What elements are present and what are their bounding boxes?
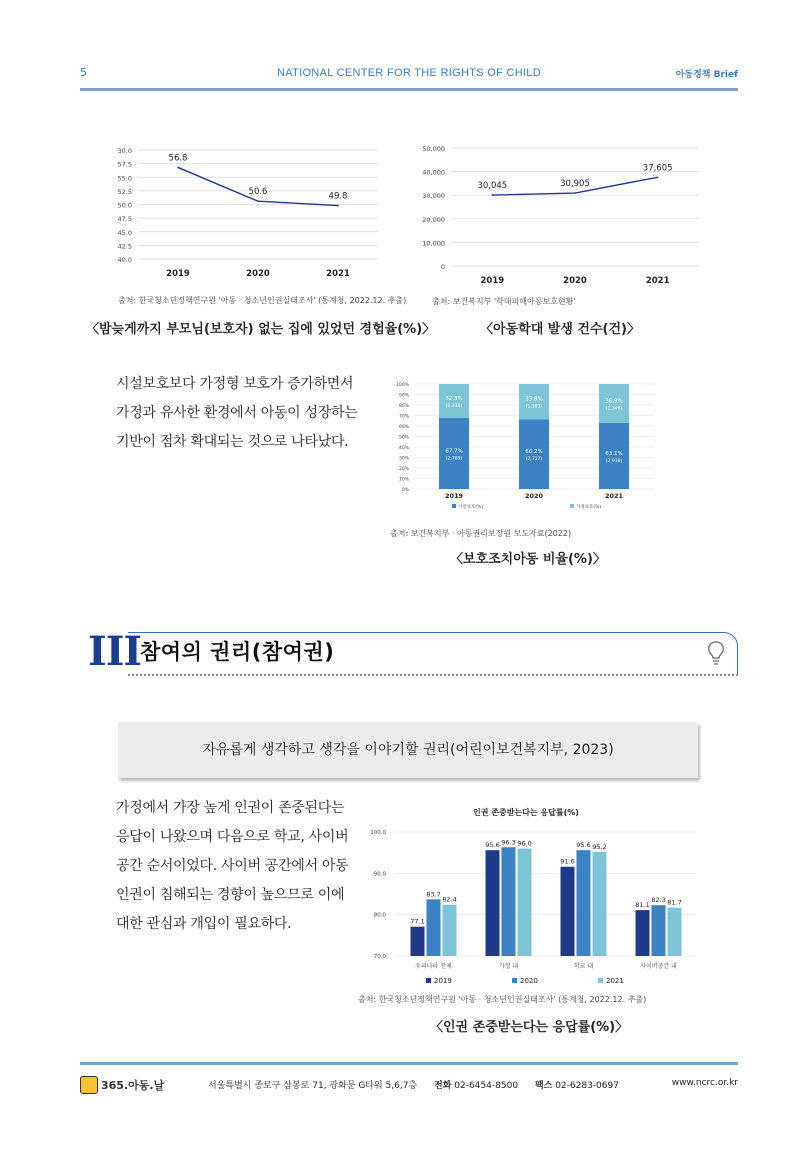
segment-label: 63.1% [605,450,623,457]
y-tick-label: 100.0 [370,830,386,836]
legend-swatch [426,978,431,983]
y-tick-label: 70% [398,414,409,420]
data-point [257,200,259,202]
legend-label: 2021 [606,977,624,985]
logo [80,1074,164,1096]
paragraph-line: 인권이 침해되는 경향이 높으므로 이에 [116,887,345,903]
legend-label: 시설보호(%) [458,505,484,510]
segment-sublabel: (2,938) [605,458,623,464]
data-point [492,194,494,196]
segment-sublabel: (2,727) [525,457,543,463]
paragraph-line: 시설보호보다 가정형 보호가 증가하면서 [116,376,354,392]
y-tick-label: 30% [398,456,409,462]
chart-child-abuse [415,140,715,290]
x-tick-label: 가정 내 [498,963,519,970]
y-tick-label: 50,000 [422,145,445,153]
y-tick-label: 57.5 [117,160,132,169]
phone-label: 전화 [434,1081,452,1091]
y-tick-label: 40,000 [422,168,445,177]
y-tick-label: 0% [401,488,409,493]
y-tick-label: 80% [398,404,409,409]
section-number: III [88,628,142,675]
page-footer [80,1062,738,1102]
bar [518,849,532,956]
legend-label: 2019 [434,977,452,985]
bar [652,905,666,956]
data-point [574,192,576,194]
header-rule [80,88,738,91]
x-tick-label: 2019 [166,269,190,279]
paragraph-line: 공간 순서이었다. 사이버 공간에서 아동 [116,858,349,874]
legend-swatch [452,504,456,508]
x-tick-label: 2020 [524,492,544,500]
paragraph-line: 가정과 유사한 환경에서 아동이 성장하는 [116,405,358,421]
chart-protection-ratio [392,378,662,518]
bar [593,852,607,956]
chart-child-abuse-svg [415,140,715,290]
y-tick-label: 55.0 [117,174,132,183]
data-label: 49.8 [328,191,348,202]
y-tick-label: 42.5 [117,242,132,251]
data-label: 95.6 [576,841,591,850]
legend-swatch [570,504,574,508]
y-tick-label: 40% [398,446,409,451]
segment-label: 66.2% [525,449,543,456]
paragraph-line: 기반이 점차 확대되는 것으로 나타났다. [116,434,349,450]
chart-child-abuse-caption: 〈아동학대 발생 건수(건)〉 [480,322,640,337]
lightbulb-icon [706,640,726,666]
data-label: 30,905 [560,179,590,190]
y-tick-label: 50% [398,435,409,441]
segment-label: 36.9% [605,398,623,405]
chart-protection-ratio-caption: 〈보호조치아동 비율(%)〉 [450,552,606,567]
section-dotted-rule [128,674,738,676]
bar [502,847,516,956]
topic-banner-text: 자유롭게 생각하고 생각을 이야기할 권리(어린이보건복지부, 2023) [202,742,614,758]
footer-url[interactable]: www.ncrc.or.kr [671,1078,738,1088]
smile-logo-icon [80,1076,98,1094]
chart-child-abuse-source: 출처: 보건복지부 '학대피해아동보호현황' [432,297,576,306]
y-tick-label: 30.0 [117,147,132,155]
page-header [80,66,738,92]
y-tick-label: 0 [440,263,445,271]
logo-text: 365.아동.날 [101,1079,165,1092]
phone-number: 02-6454-8500 [454,1081,519,1091]
page-number: 5 [80,66,87,79]
chart-respect-rate-svg [362,804,702,990]
y-tick-label: 90% [398,393,409,399]
x-tick-label: 사이버공간 내 [640,963,677,970]
y-tick-label: 40.0 [117,256,132,264]
x-tick-label: 2019 [444,492,464,500]
y-tick-label: 60% [398,425,409,430]
footer-rule [80,1062,738,1065]
y-tick-label: 10,000 [422,239,445,248]
brand-label: 아동정책 Brief [675,70,738,80]
data-point [337,205,339,207]
chart-home-alone [110,142,400,287]
topic-banner [118,722,698,778]
paragraph-line: 대한 관심과 개입이 필요하다. [116,916,292,932]
chart-respect-rate-source: 출처: 한국청소년정책연구원 '아동 · 청소년인권실태조사' (통계청, 2022.12. 추출) [358,995,647,1004]
segment-sublabel: (1,348) [605,406,623,412]
x-tick-label: 2021 [604,492,624,500]
bar [411,927,425,956]
data-label: 81.7 [667,898,682,907]
x-tick-label: 2020 [563,276,587,286]
x-tick-label: 2021 [645,276,670,286]
chart-respect-rate-caption: 〈인권 존중받는다는 응답률(%)〉 [430,1020,629,1035]
y-tick-label: 20,000 [422,215,445,224]
segment-label: 67.7% [445,448,463,455]
data-label: 30,045 [477,181,508,192]
segment-sublabel: (2,789) [445,456,463,462]
y-tick-label: 80.0 [373,912,386,919]
bar [486,850,500,956]
header-title: NATIONAL CENTER FOR THE RIGHTS OF CHILD [277,67,541,79]
section-title: 참여의 권리(참여권) [140,640,335,664]
paragraph-rights [116,794,356,939]
y-tick-label: 90.0 [373,871,386,878]
data-label: 96.3 [501,838,516,847]
fax-label: 팩스 [534,1081,553,1091]
chart-title: 인권 존중받는다는 응답률(%) [473,808,579,817]
fax-number: 02-6283-0697 [555,1081,619,1091]
data-point [177,167,179,169]
data-label: 82.4 [442,895,457,904]
chart-protection-ratio-svg [392,378,662,518]
legend-label: 가정보호(%) [576,505,602,510]
x-tick-label: 2020 [246,269,270,279]
x-tick-label: 우리나라 전체 [415,963,452,970]
footer-address: 서울특별시 종로구 삼봉로 71, 광화문 G타워 5,6,7층 [208,1081,418,1091]
y-tick-label: 10% [398,477,409,483]
legend-label: 2020 [520,977,538,985]
bar [443,905,457,956]
bar [668,908,682,956]
chart-home-alone-svg [110,142,400,287]
x-tick-label: 2021 [326,269,350,279]
paragraph-line: 응답이 나왔으며 다음으로 학교, 사이버 [116,829,349,845]
chart-protection-ratio-source: 출처: 보건복지부 · 아동권리보장원 보도자료(2022) [390,529,572,538]
data-label: 81.1 [635,901,650,910]
bar [577,850,591,956]
y-tick-label: 50.0 [117,201,132,210]
legend-swatch [598,978,603,983]
footer-address-line [208,1078,619,1091]
y-tick-label: 47.5 [117,215,132,224]
section-header [88,630,738,678]
x-tick-label: 학교 내 [573,963,594,970]
chart-home-alone-source: 출처: 한국청소년정책연구원 '아동 · 청소년인권실태조사' (통계청, 2022.12. 추출) [118,296,407,305]
segment-sublabel: (1,330) [445,403,463,409]
y-tick-label: 52.5 [117,187,132,196]
segment-label: 33.8% [525,396,543,403]
data-label: 95.2 [592,842,607,851]
paragraph-line: 가정에서 가장 높게 인권이 존중된다는 [116,800,345,816]
data-label: 50.6 [248,187,268,198]
data-label: 91.6 [560,857,575,866]
chart-home-alone-caption: 〈밤늦게까지 부모님(보호자) 없는 집에 있었던 경험율(%)〉 [86,322,436,337]
x-tick-label: 2019 [480,276,505,286]
data-label: 82.3 [651,896,666,905]
bar [636,910,650,956]
y-tick-label: 45.0 [117,228,132,237]
data-label: 77.1 [410,917,425,926]
y-tick-label: 100% [396,383,409,388]
segment-sublabel: (1,393) [525,404,543,410]
y-tick-label: 70.0 [373,954,386,960]
chart-respect-rate [362,804,702,990]
data-label: 56.8 [168,153,188,164]
y-tick-label: 30,000 [422,192,445,201]
data-label: 96.0 [517,839,532,848]
data-label: 37,605 [642,163,673,174]
legend-swatch [512,978,517,983]
paragraph-protection [116,370,366,457]
data-label: 83.7 [426,890,441,899]
y-tick-label: 20% [398,467,409,472]
bar [427,899,441,956]
data-point [657,176,659,178]
segment-label: 32.3% [445,395,463,402]
bar [561,867,575,956]
data-label: 95.6 [485,841,500,850]
